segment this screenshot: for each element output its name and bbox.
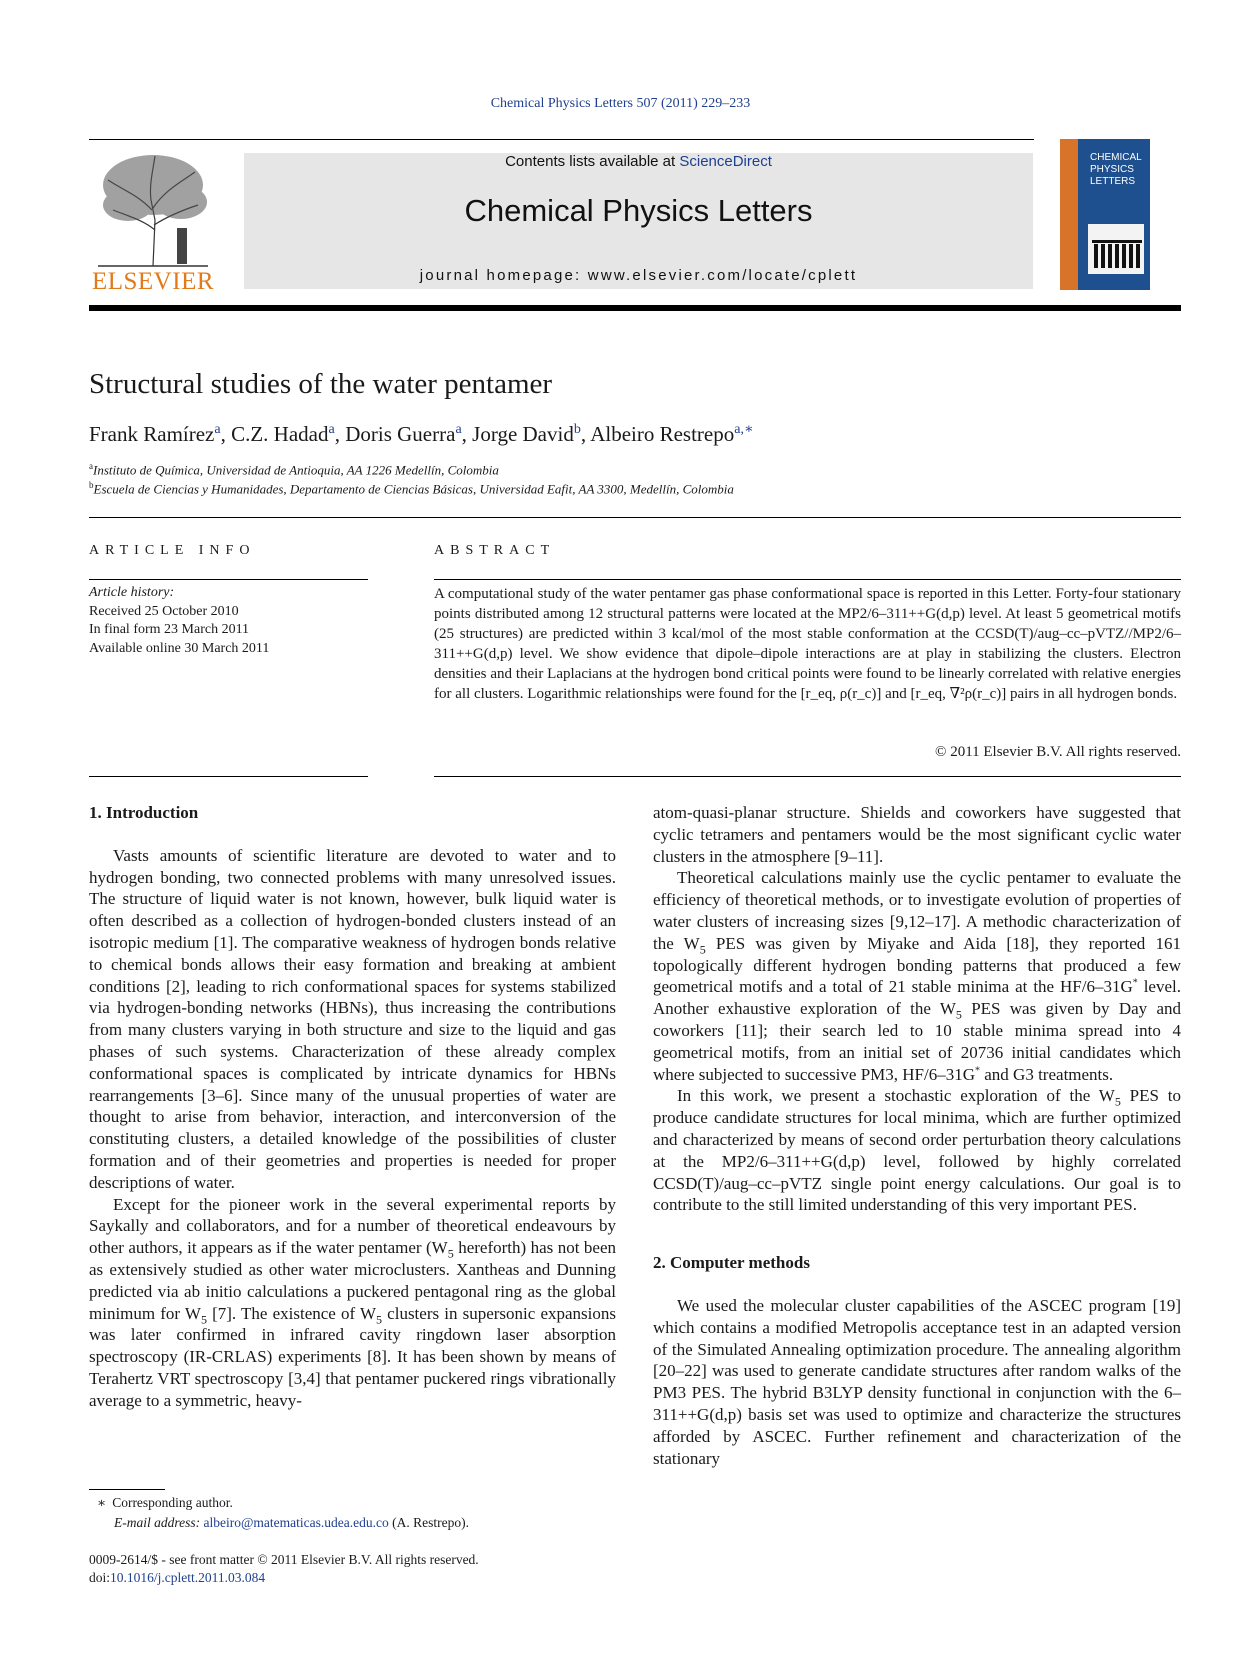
right-column [653, 802, 1181, 1469]
final-form-date: In final form 23 March 2011 [89, 622, 250, 637]
article-info-rule [89, 579, 368, 580]
article-title: Structural studies of the water pentamer [89, 368, 553, 400]
elsevier-wordmark: ELSEVIER [91, 268, 215, 295]
elsevier-logo[interactable] [89, 150, 217, 295]
header-rule [89, 139, 1034, 140]
abstract-text: A computational study of the water pentamer gas phase conformational space is reported in this Letter. Forty-four stationary points distributed among 12 structural patterns were located at the MP2/6–311++G(d,p) level. At least 5 geometrical motifs (25 structures) are predicted within 3 kcal/mol of the most stable conformation at the CCSD(T)/aug–cc–pVTZ//MP2/6–311++G(d,p) level. We show evidence that dipole–dipole interactions are at play in stabilizing the clusters. Electron densities and their Laplacians at the hydrogen bond critical points were found to be linearly correlated with relative energies for all clusters. Logarithmic relationships were found for the [r_eq, ρ(r_c)] and [r_eq, ∇²ρ(r_c)] pairs in all hydrogen bonds. [434, 586, 1181, 702]
journal-masthead [244, 153, 1033, 289]
affiliation: $^a$Instituto de Química, Universidad de Antioquia, AA 1226 Medellín, Colombia [89, 461, 499, 478]
section-heading-methods: 2. Computer methods [653, 1253, 810, 1273]
corresponding-author-label: Corresponding author. [112, 1495, 233, 1510]
footnote-star: ∗ [97, 1495, 107, 1510]
author-name: Jorge David [472, 422, 574, 446]
online-date: Available online 30 March 2011 [89, 640, 270, 656]
email-label: E-mail address: [114, 1515, 201, 1530]
article-history [89, 584, 269, 658]
author-name: Albeiro Restrepo [590, 422, 735, 446]
journal-homepage[interactable]: journal homepage: www.elsevier.com/locate/cplett [419, 267, 858, 284]
received-date: Received 25 October 2010 [89, 603, 239, 619]
abstract-heading: ABSTRACT [434, 543, 556, 558]
abstract-bottom-rule [434, 776, 1181, 777]
front-matter-notice: 0009-2614/$ - see front matter © 2011 Elsevier B.V. All rights reserved. [89, 1552, 479, 1567]
cover-image-icon [1088, 224, 1144, 274]
footnote-rule [89, 1489, 165, 1490]
paragraph: atom-quasi-planar structure. Shields and coworkers have suggested that cyclic tetramers and pentamers would be the most significant cyclic water clusters in the atmosphere [9–11]. [653, 803, 1181, 866]
cover-title: CHEMICAL PHYSICS LETTERS [1090, 152, 1142, 187]
author-affil-mark[interactable]: a [328, 422, 335, 437]
email-owner: (A. Restrepo). [392, 1515, 469, 1530]
journal-citation[interactable]: Chemical Physics Letters 507 (2011) 229–233 [490, 96, 751, 111]
author-affil-mark[interactable]: a,∗ [734, 422, 754, 437]
author-affil-mark[interactable]: b [573, 422, 581, 437]
abstract-copyright: © 2011 Elsevier B.V. All rights reserved. [935, 744, 1181, 760]
elsevier-tree-icon [93, 150, 213, 268]
doi-label: doi: [89, 1570, 111, 1585]
abstract-rule [434, 579, 1181, 580]
author-name: C.Z. Hadad [231, 422, 329, 446]
email-link[interactable]: albeiro@matematicas.udea.edu.co [203, 1515, 389, 1530]
paragraph: In this work, we present a stochastic exploration of the $W_5$ PES to produce candidate structures for local minima, which are further optimized and characterized by means of second order perturbation theory calculations at the MP2/6–311++G(d,p) level, followed by highly correlated CCSD(T)/aug–cc–pVTZ single point energy calculations. Our goal is to contribute to the still limited understanding of this very important PES. [653, 1086, 1181, 1215]
paragraph: Theoretical calculations mainly use the cyclic pentamer to evaluate the efficiency of theoretical methods, or to investigate evolution of properties of water clusters of increasing sizes [9,12–17]. A methodic characterization of the $W_5$ PES was given by Miyake and Aida [18], they reported 161 topologically different hydrogen bonding patterns that produced a few geometrical motifs and a total of 21 stable minima at the HF/6–31G* level. Another exhaustive exploration of the $W_5$ PES was given by Day and coworkers [11]; their search led to 10 stable minima spread into 4 geometrical motifs, from an initial set of 20736 initial candidates which where subjected to successive PM3, HF/6–31G* and G3 treatments. [653, 868, 1181, 1084]
author-affil-mark[interactable]: a [455, 422, 462, 437]
left-column [89, 802, 616, 1412]
contents-line [244, 153, 1033, 170]
footnote [89, 1493, 616, 1533]
article-info-bottom-rule [89, 776, 368, 777]
article-info-heading: ARTICLE INFO [89, 543, 256, 558]
formula-req-rho: [r_eq, ρ(r_c)] [800, 686, 882, 702]
cover-stripe [1060, 139, 1078, 290]
paragraph: Vasts amounts of scientific literature are devoted to water and to hydrogen bonding, two connected problems with many unresolved issues. The structure of liquid water is not known, however, bulk liquid water is often described as a collection of hydrogen-bonded clusters instead of an isotropic medium [1]. The comparative weakness of hydrogen bonds relative to chemical bonds allows their easy formation and breaking at ambient conditions [2], leading to rich conformational spaces for systems stabilized via hydrogen-bonding networks (HBNs), thus increasing the contributions from many clusters varying in both structure and size to the liquid and gas phases of such systems. Characterization of these already complex conformational spaces is complicated by intricate dynamics for HBNs rearrangements [3–6]. Since many of the unusual properties of water are thought to arise from behavior, interaction, and interconversion of the constituting clusters, a detailed knowledge of the possibilities of cluster formation and of their geometries and properties is needed for proper descriptions of water. [89, 845, 616, 1192]
masthead-rule [89, 305, 1181, 311]
sciencedirect-link[interactable]: ScienceDirect [679, 153, 772, 170]
paragraph: Except for the pioneer work in the several experimental reports by Saykally and collaborators, and for a number of theoretical endeavours by other authors, it appears as if the water pentamer ($W_5$ hereforth) has not been as extensively studied as other water microclusters. Xantheas and Dunning predicted via ab initio calculations a puckered pentagonal ring as the global minimum for $W_5$ [7]. The existence of $W_5$ clusters in supersonic expansions was later confirmed in infrared cavity ringdown laser absorption spectroscopy (IR-CRLAS) experiments [8]. It has been shown by means of Terahertz VRT spectroscopy [3,4] that pentamer puckered rings vibrationally average to a symmetric, heavy- [89, 1194, 617, 1410]
affiliation: $^b$Escuela de Ciencias y Humanidades, Departamento de Ciencias Básicas, Universidad Eafit, AA 3300, Medellín, Colombia [89, 480, 734, 497]
paragraph: We used the molecular cluster capabilities of the ASCEC program [19] which contains a modified Metropolis acceptance test in an adapted version of the Simulated Annealing optimization procedure. The annealing algorithm [20–22] was used to generate candidate structures after random walks of the PM3 PES. The hybrid B3LYP density functional in conjunction with the 6–311++G(d,p) basis set was used to optimize and characterize the structures afforded by ASCEC. Further refinement and characterization of the stationary [653, 1295, 1181, 1468]
formula-req-laplacian: [r_eq, ∇²ρ(r_c)] [910, 686, 1007, 702]
title-rule [89, 517, 1181, 518]
section-heading-introduction: 1. Introduction [89, 803, 199, 822]
author-list: Frank Ramírez$^a$, C.Z. Hadad$^a$, Doris Guerra$^a$, Jorge David$^b$, Albeiro Restrepo$^{a,∗}$ [89, 422, 754, 446]
journal-name: Chemical Physics Letters [464, 193, 813, 228]
doi-link[interactable]: 10.1016/j.cplett.2011.03.084 [110, 1570, 266, 1585]
issn-line [89, 1551, 479, 1587]
journal-cover[interactable] [1060, 139, 1150, 290]
author-name: Doris Guerra [345, 422, 456, 446]
history-label: Article history: [89, 585, 175, 600]
contents-prefix: Contents lists available at [505, 153, 680, 170]
author-affil-mark[interactable]: a [214, 422, 221, 437]
author-name: Frank Ramírez [89, 422, 215, 446]
